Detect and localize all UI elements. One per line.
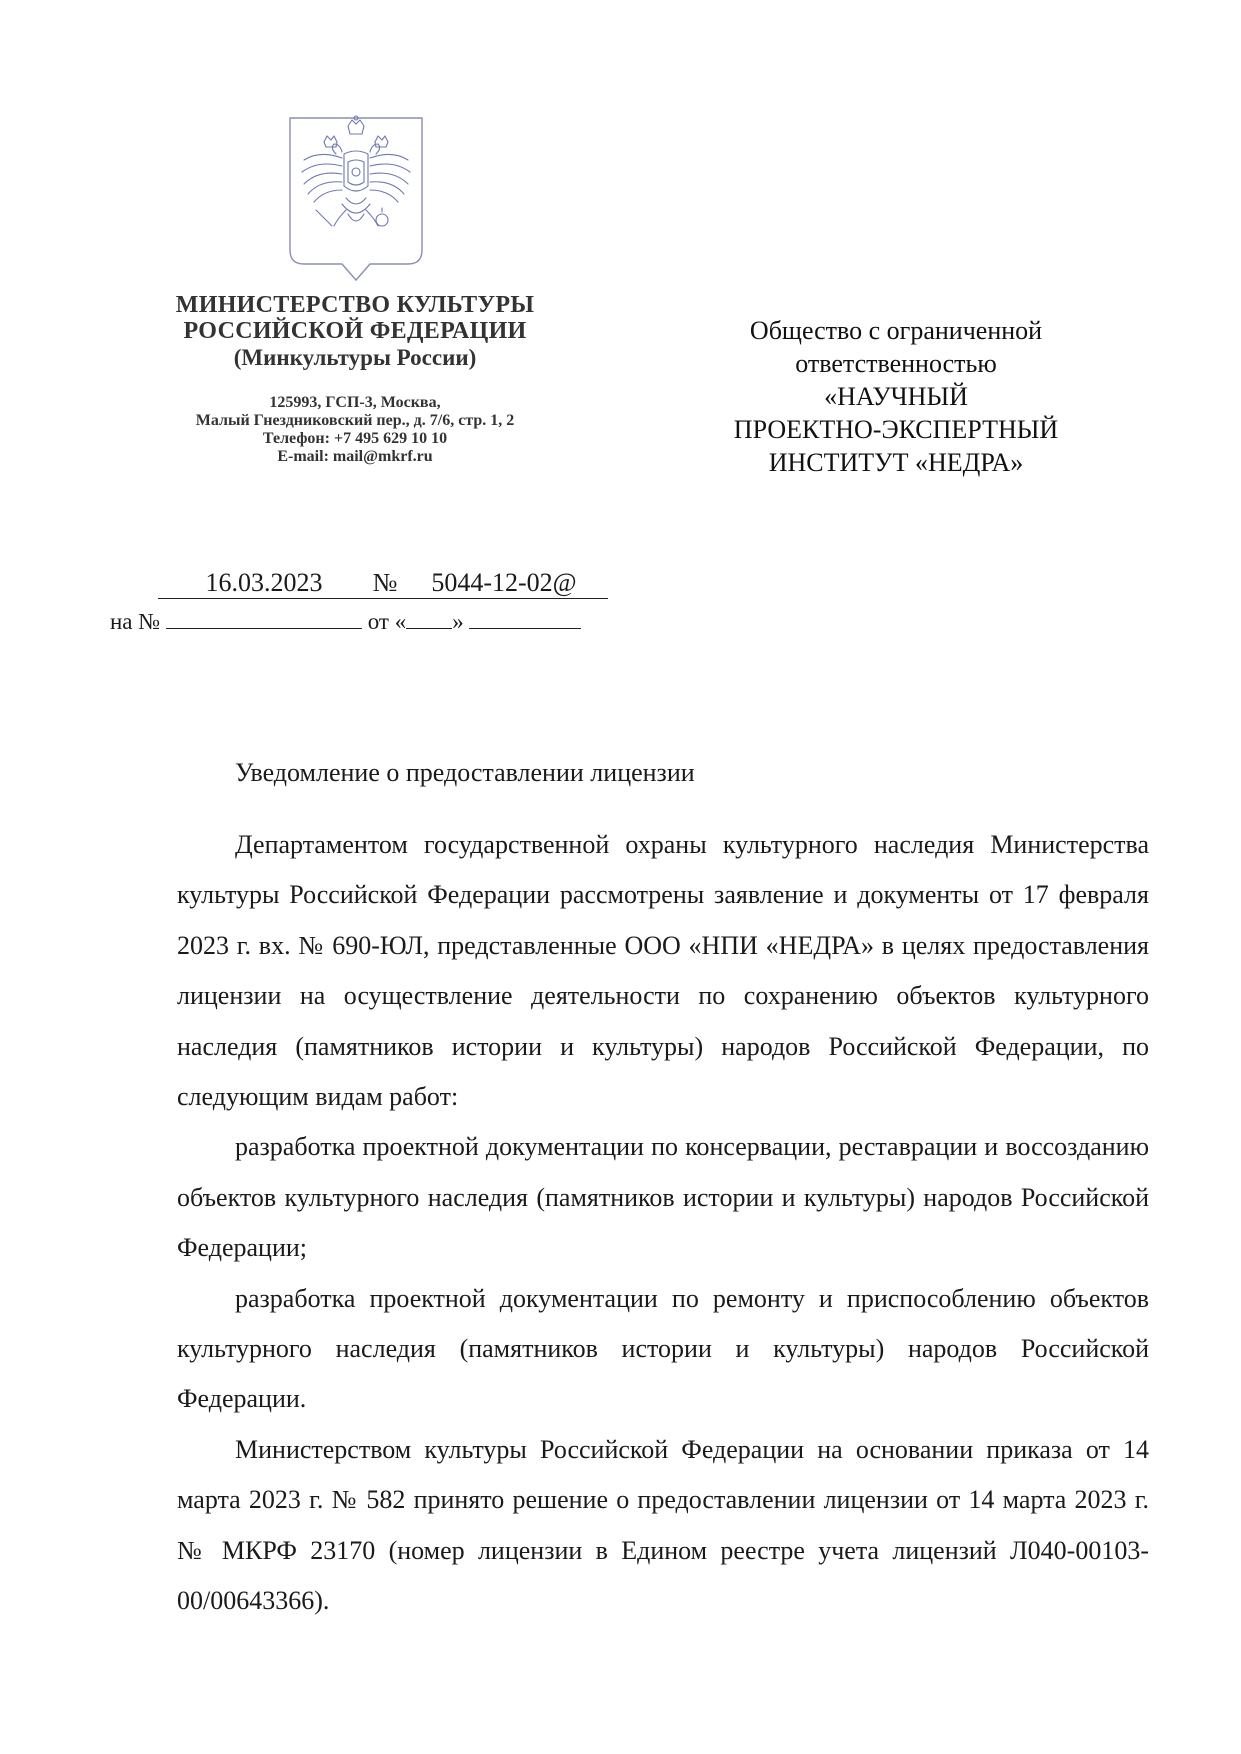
registration-date: 16.03.2023 <box>158 568 370 599</box>
reply-number-blank <box>166 608 362 629</box>
address-line2: Малый Гнездниковский пер., д. 7/6, стр. 1, 2 <box>195 412 515 429</box>
phone-line: Телефон: +7 495 629 10 10 <box>262 430 448 447</box>
body-paragraph: Департаментом государственной охраны культурного наследия Министерства культуры Российской Федерации рассмотрены заявление и документы от 17 февраля 2023 г. вх. № 690-ЮЛ, представленные ООО «НПИ «НЕДРА» в целях предоставления лицензии на осуществление деятельности по сохранению объектов культурного наследия (памятников истории и культуры) народов Российской Федерации, по следующим видам работ: <box>177 830 1149 1112</box>
reply-day-blank <box>406 608 452 629</box>
recipient-line4: ПРОЕКТНО-ЭКСПЕРТНЫЙ <box>733 415 1059 444</box>
body-paragraph: Министерством культуры Российской Федерации на основании приказа от 14 марта 2023 г. № 582 принято решение о предоставлении лицензии от 14 марта 2023 г. № МКРФ 23170 (номер лицензии в Едином реестре учета лицензий Л040-00103-00/00643366). <box>177 1434 1149 1616</box>
email-line: E-mail: mail@mkrf.ru <box>277 448 433 465</box>
recipient-line1: Общество с ограниченной <box>749 316 1043 345</box>
number-sign: № <box>370 568 400 599</box>
ministry-name-line2: РОССИЙСКОЙ ФЕДЕРАЦИИ <box>183 318 527 344</box>
body-paragraph: разработка проектной документации по консервации, реставрации и воссозданию объектов культурного наследия (памятников истории и культуры) народов Российской Федерации; <box>177 1132 1149 1263</box>
reply-prefix: на № <box>110 609 161 634</box>
letter-subject: Уведомление о предоставлении лицензии <box>235 758 695 787</box>
recipient-line3: «НАУЧНЫЙ <box>824 382 968 411</box>
reply-reference-line <box>110 608 630 636</box>
letter-body <box>177 820 1149 1627</box>
ministry-name-line1: МИНИСТЕРСТВО КУЛЬТУРЫ <box>175 292 535 318</box>
closing-quote: » <box>452 609 464 634</box>
registration-number: 5044-12-02@ <box>400 568 608 599</box>
recipient-block <box>686 314 1106 479</box>
recipient-line5: ИНСТИТУТ «НЕДРА» <box>768 448 1024 477</box>
russian-coat-of-arms-icon <box>286 114 426 284</box>
from-word: от « <box>367 609 407 634</box>
body-paragraph: разработка проектной документации по ремонту и приспособлению объектов культурного наследия (памятников истории и культуры) народов Российской Федерации. <box>177 1283 1149 1414</box>
ministry-short-name: (Минкультуры России) <box>233 345 477 370</box>
registration-line <box>158 568 648 599</box>
address-line1: 125993, ГСП-3, Москва, <box>269 394 441 411</box>
recipient-line2: ответственностью <box>795 349 997 378</box>
reply-date-blank <box>469 608 581 629</box>
ministry-contacts <box>150 394 560 466</box>
ministry-letterhead <box>150 292 560 466</box>
